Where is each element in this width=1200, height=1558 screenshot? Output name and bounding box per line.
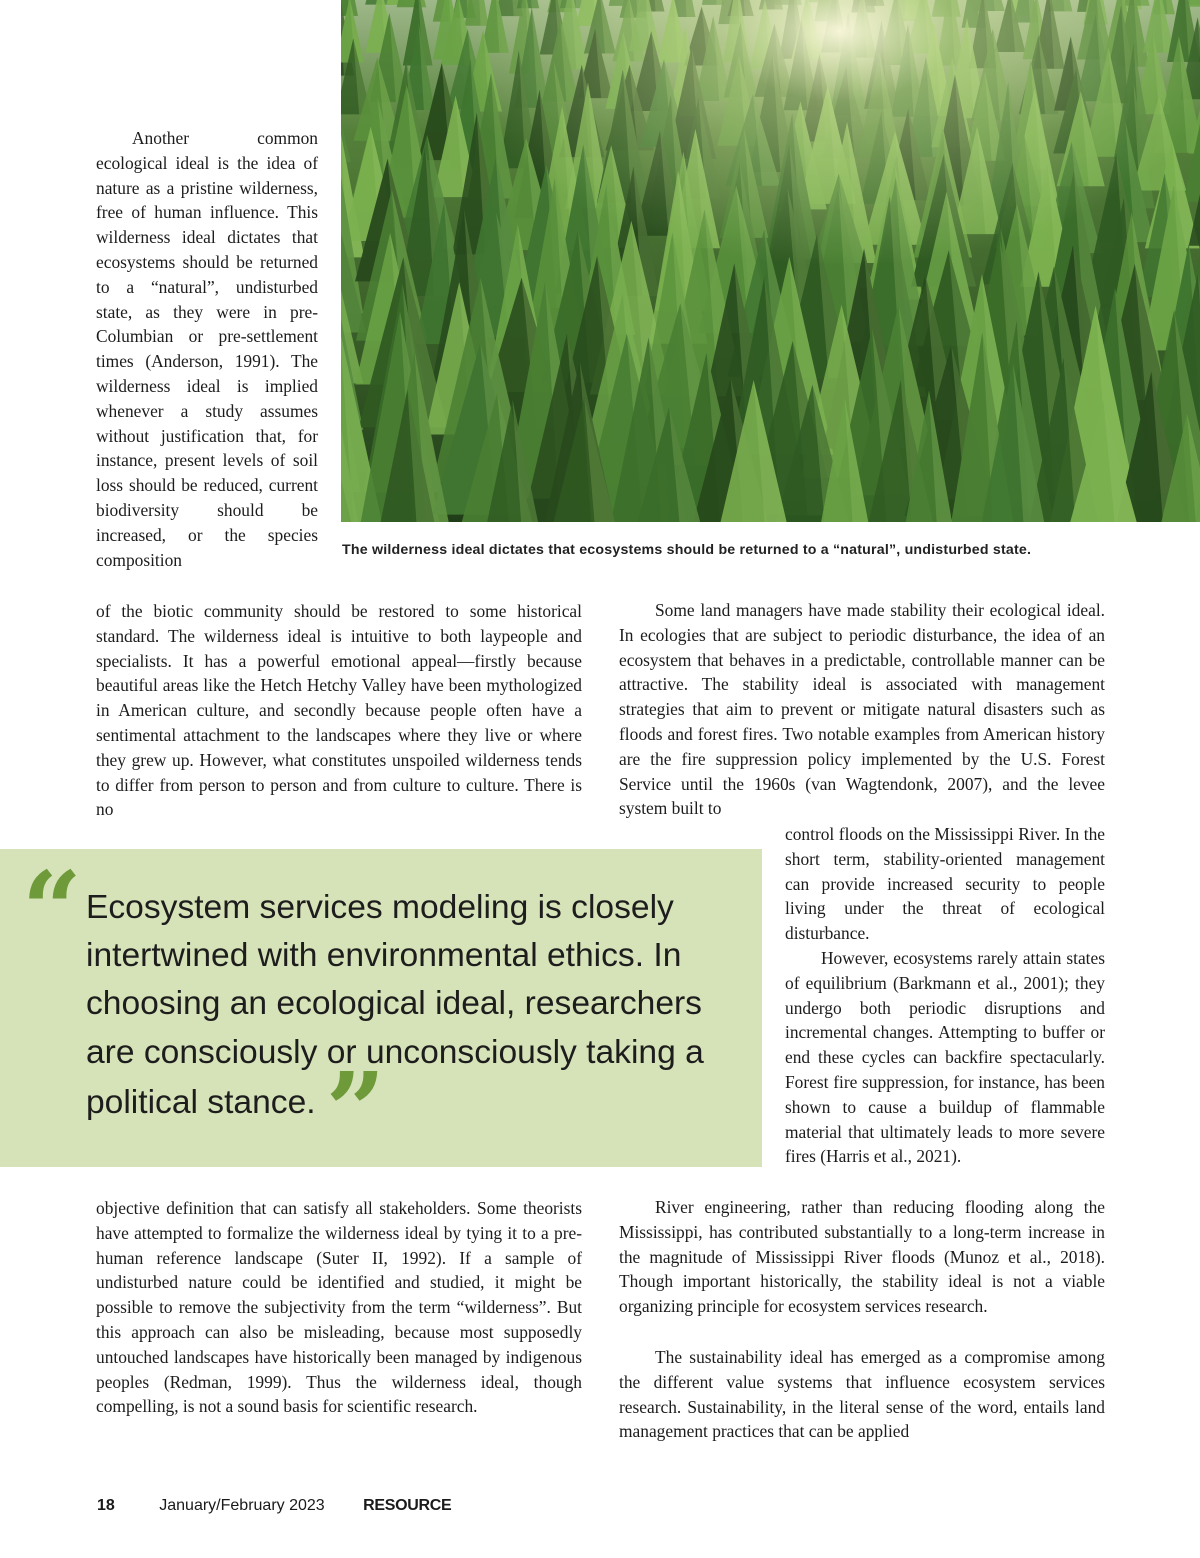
article-paragraph-sustainability: The sustainability ideal has emerged as a compromise among the different value systems that influence ecosystem services research. Sustainability, in the literal sense of the word, entails land management practices that can be applied [619,1347,1105,1442]
pull-quote-text: Ecosystem services modeling is closely intertwined with environmental ethics. In choosing an ecological ideal, researchers are consciously or unconsciously taking a political stance. [86,889,704,1121]
photo-caption: The wilderness ideal dictates that ecosystems should be returned to a “natural”, undisturbed state. [342,542,1032,558]
pull-quote [86,884,746,1172]
article-paragraph-wilderness-intro: Another common ecological ideal is the idea of nature as a pristine wilderness, free of human influence. This wilderness ideal dictates that ecosystems should be returned to a “natural”, undisturbed state, as they were in pre-Columbian or pre-settlement times (Anderson, 1991). The wilderness ideal is implied whenever a study assumes without justification that, for instance, present levels of soil loss should be reduced, current biodiversity should be increased, or the species composition [96,128,318,570]
article-paragraph-stability-intro: Some land managers have made stability their ecological ideal. In ecologies that are subject to periodic disturbance, the idea of an ecosystem that behaves in a predictable, controllable manner can be attractive. The stability ideal is associated with management strategies that aim to prevent or mitigate natural disasters such as floods and forest fires. Two notable examples from American history are the fire suppression policy implemented by the U.S. Forest Service until the 1960s (van Wagtendonk, 2007), and the levee system built to [619,600,1105,819]
article-paragraph-stability-continued: control floods on the Mississippi River. In the short term, stability-oriented management can provide increased security to people living under the threat of ecological disturbance. [785,824,1105,944]
forest-canopy-image [341,0,1200,522]
open-quote-mark: “ [22,848,82,971]
article-paragraph-river-engineering: River engineering, rather than reducing flooding along the Mississippi, has contributed substantially to a long-term increase in the magnitude of Mississippi River floods (Munoz et al., 2018). Though important historically, the stability ideal is not a viable organizing principle for ecosystem services research. [619,1197,1105,1317]
page-footer [97,1497,451,1515]
article-paragraph-wilderness-definition: objective definition that can satisfy all stakeholders. Some theorists have attempted to formalize the wilderness ideal by tying it to a pre-human reference landscape (Suter II, 1992). If a sample of undisturbed nature could be identified and studied, it might be possible to remove the subjectivity from the term “wilderness”. But this approach can also be misleading, because most supposedly untouched landscapes have historically been managed by indigenous peoples (Redman, 1999). Thus the wilderness ideal, though compelling, is not a sound basis for scientific research. [96,1198,582,1417]
magazine-name: RESOURCE [363,1497,452,1514]
forest-photo [341,0,1200,522]
article-paragraph-equilibrium: However, ecosystems rarely attain states of equilibrium (Barkmann et al., 2001); they undergo both periodic disruptions and incremental changes. Attempting to buffer or end these cycles can backfire spectacularly. Forest fire suppression, for instance, has been shown to cause a buildup of flammable material that ultimately leads to more severe fires (Harris et al., 2021). [785,948,1105,1167]
page-number: 18 [97,1497,115,1514]
article-paragraph-wilderness-appeal: of the biotic community should be restored to some historical standard. The wilderness ideal is intuitive to both laypeople and specialists. It has a powerful emotional appeal—firstly because beautiful areas like the Hetch Hetchy Valley have been mythologized in American culture, and secondly because people often have a sentimental attachment to the landscapes where they live or where they grew up. However, what constitutes unspoiled wilderness tends to differ from person to person and from culture to culture. There is no [96,601,582,820]
close-quote-mark: ” [325,1048,386,1172]
issue-date: January/February 2023 [159,1497,325,1514]
